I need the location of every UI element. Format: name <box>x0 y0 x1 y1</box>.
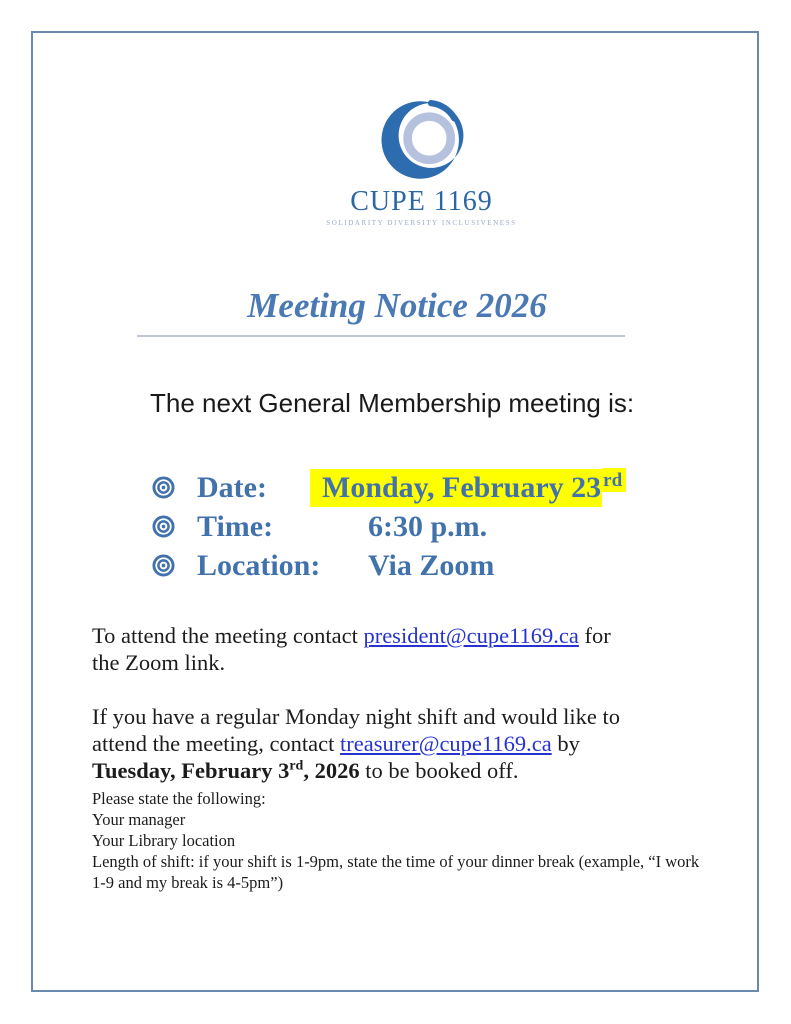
treasurer-email-link[interactable]: treasurer@cupe1169.ca <box>340 731 552 756</box>
shift-text-line2-prefix: attend the meeting, contact <box>92 731 341 756</box>
shift-text-line3-suffix: to be booked off. <box>359 758 519 783</box>
shift-text-line2-suffix: by <box>551 731 580 756</box>
note-line: Your Library location <box>92 831 236 850</box>
note-line: Length of shift: if your shift is 1-9pm, state the time of your dinner break (example, “I work <box>92 852 700 871</box>
highlighted-date: Monday, February 23 <box>310 469 602 507</box>
title-block <box>137 286 625 337</box>
bullseye-bullet-icon <box>152 515 175 538</box>
bullseye-bullet-icon <box>152 554 175 577</box>
deadline-date-bold: Tuesday, February 3 <box>92 758 290 783</box>
detail-value-time: 6:30 p.m. <box>368 509 488 543</box>
detail-row-date <box>152 468 626 507</box>
cupe-logo-mark <box>374 95 470 185</box>
detail-row-time <box>152 507 626 546</box>
president-email-link[interactable]: president@cupe1169.ca <box>363 623 579 648</box>
note-line: Please state the following: <box>92 789 266 808</box>
detail-row-location <box>152 546 626 585</box>
detail-label-date: Date: <box>197 470 267 504</box>
logo-tagline: SOLIDARITY DIVERSITY INCLUSIVENESS <box>326 219 517 227</box>
shift-paragraph <box>92 703 732 784</box>
attend-text-prefix: To attend the meeting contact <box>92 623 364 648</box>
detail-value-date <box>310 471 626 505</box>
note-line: Your manager <box>92 810 186 829</box>
deadline-year-bold: , 2026 <box>303 758 360 783</box>
bullseye-bullet-icon <box>152 476 175 499</box>
attend-text-after-link: for <box>578 623 611 648</box>
attend-paragraph <box>92 622 732 676</box>
notes-block <box>92 788 742 893</box>
detail-label-location: Location: <box>197 548 321 582</box>
note-line: 1-9 and my break is 4-5pm”) <box>92 873 284 892</box>
attend-text-line2: the Zoom link. <box>92 650 226 675</box>
page-title: Meeting Notice 2026 <box>247 286 547 325</box>
logo-name: CUPE 1169 <box>350 186 493 217</box>
detail-value-location: Via Zoom <box>368 548 495 582</box>
date-ordinal: rd <box>602 468 626 492</box>
shift-text-line1: If you have a regular Monday night shift and would like to <box>92 704 621 729</box>
cupe-logo <box>26 95 791 227</box>
intro-line: The next General Membership meeting is: <box>150 388 635 418</box>
meeting-details-list <box>152 468 626 585</box>
detail-label-time: Time: <box>197 509 274 543</box>
deadline-ordinal: rd <box>289 758 304 774</box>
